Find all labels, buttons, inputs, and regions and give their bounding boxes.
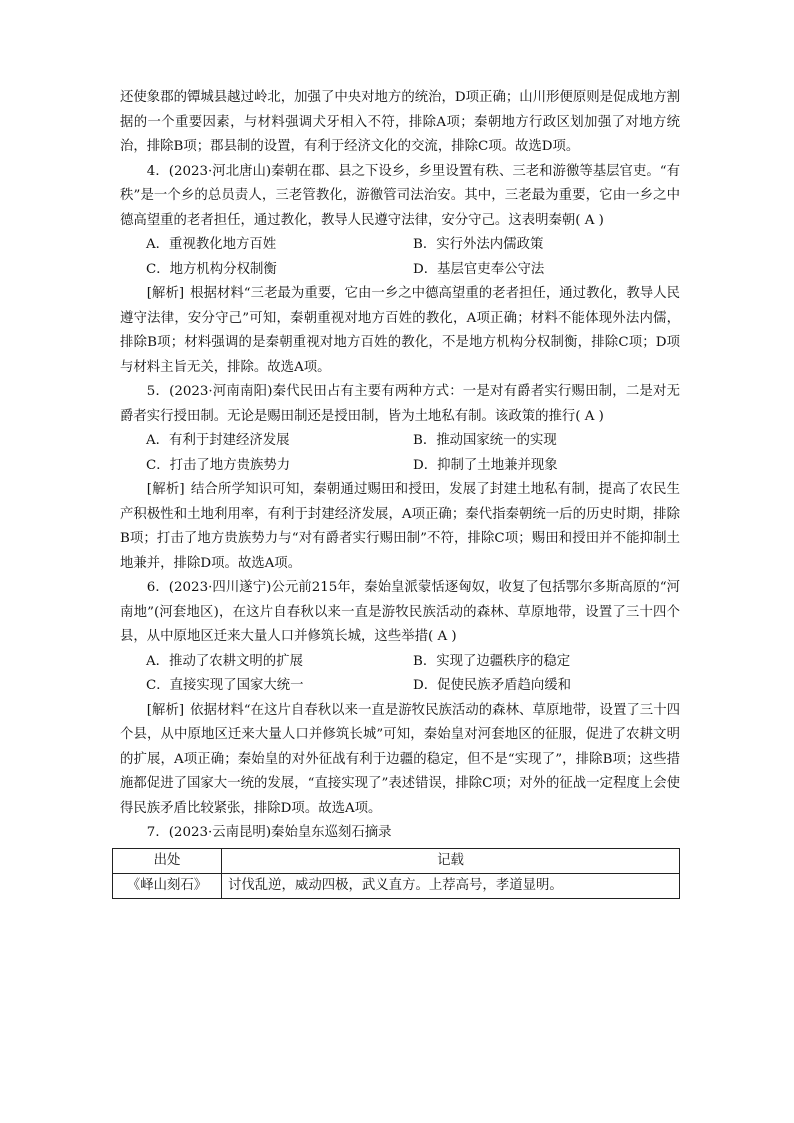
analysis-label: [解析]: [146, 286, 185, 301]
option-list: [120, 233, 680, 282]
analysis-paragraph: [120, 282, 680, 380]
option-list: [120, 650, 680, 699]
column-header-source: 出处: [113, 848, 222, 873]
option-c: C．地方机构分权制衡: [146, 261, 277, 277]
analysis-text: 根据材料“三老最为重要，它由一乡之中德高望重的老者担任，通过教化，教导人民遵守法律，安分守己”可知，秦朝重视对地方百姓的教化，A项正确；材料不能体现外法内儒，排除B项；材料强调的是秦朝重视对地方百姓的教化，不是地方机构分权制衡，排除C项；D项与材料主旨无关，排除。故选A项。: [120, 286, 680, 375]
question-stem: 6．(2023·四川遂宁)公元前215年，秦始皇派蒙恬逐匈奴，收复了包括鄂尔多斯高原的“河南地”(河套地区)，在这片自春秋以来一直是游牧民族活动的森林、草原地带，设置了三十四个县，从中原地区迁来大量人口并修筑长城，这些举措( A ): [120, 580, 680, 644]
option-d: D．抑制了土地兼并现象: [413, 457, 558, 473]
analysis-label: [解析]: [146, 702, 185, 718]
question-stem: 4．(2023·河北唐山)秦朝在郡、县之下设乡，乡里设置有秩、三老和游徼等基层官吏。“有秩”是一个乡的总员责人，三老管教化，游徼管司法治安。其中，三老最为重要，它由一乡之中德高望重的老者担任，通过教化，教导人民遵守法律，安分守己。这表明秦朝( A ): [120, 163, 680, 228]
intro-paragraph: 还使象郡的镡城县越过岭北，加强了中央对地方的统治，D项正确；山川形便原则是促成地方割据的一个重要因素，与材料强调犬牙相入不符，排除A项；秦朝地方行政区划加强了对地方统治，排除B项；郡县制的设置，有利于经济文化的交流，排除C项。故选D项。: [120, 90, 680, 154]
question-7: [120, 821, 680, 899]
option-c: C．直接实现了国家大统一: [146, 678, 304, 693]
option-c: C．打击了地方贵族势力: [146, 457, 291, 473]
cell-source: 《峄山刻石》: [113, 873, 222, 898]
option-d: D．基层官吏奉公守法: [413, 261, 545, 277]
inscription-table: [112, 848, 680, 899]
table-header-row: [113, 848, 680, 873]
question-5: [120, 380, 680, 576]
column-header-record: 记载: [222, 848, 680, 873]
cell-record: 讨伐乱逆，威动四极，武义直方。上荐高号，孝道显明。: [222, 873, 680, 898]
option-a: A．重视教化地方百姓: [146, 237, 277, 252]
option-a: A．推动了农耕文明的扩展: [146, 653, 303, 669]
question-stem: 7．(2023·云南昆明)秦始皇东巡刻石摘录: [146, 825, 392, 840]
analysis-text: 依据材料“在这片自春秋以来一直是游牧民族活动的森林、草原地带，设置了三十四个县，从中原地区迁来大量人口并修筑长城”可知，秦始皇对河套地区的征服，促进了农耕文明的扩展，A项正确；秦始皇的对外征战有利于边疆的稳定，但不是“实现了”，排除B项；这些措施都促进了国家大一统的发展，“直接实现了”表述错误，排除C项；对外的征战一定程度上会使得民族矛盾比较紧张，排除D项。故选A项。: [120, 702, 680, 816]
document-page: [120, 86, 680, 899]
option-b: B．推动国家统一的实现: [413, 433, 557, 448]
question-6: [120, 576, 680, 821]
option-list: [120, 429, 680, 478]
analysis-text: 结合所学知识可知，秦朝通过赐田和授田，发展了封建土地私有制，提高了农民生产积极性和土地利用率，有利于封建经济发展，A项正确；秦代指秦朝统一后的历史时期，排除B项；打击了地方贵族势力与“对有爵者实行赐田制”不符，排除C项；赐田和授田并不能抑制土地兼并，排除D项。故选A项。: [120, 482, 680, 571]
analysis-paragraph: [120, 478, 680, 576]
option-b: B．实现了边疆秩序的稳定: [413, 653, 571, 669]
option-a: A．有利于封建经济发展: [146, 433, 290, 448]
table-row: [113, 873, 680, 898]
option-b: B．实行外法内儒政策: [413, 237, 544, 252]
analysis-paragraph: [120, 699, 680, 822]
question-4: [120, 160, 680, 381]
question-stem: 5．(2023·河南南阳)秦代民田占有主要有两种方式：一是对有爵者实行赐田制，二是对无爵者实行授田制。无论是赐田制还是授田制，皆为土地私有制。该政策的推行( A ): [120, 384, 680, 424]
analysis-label: [解析]: [146, 482, 185, 497]
option-d: D．促使民族矛盾趋向缓和: [413, 678, 572, 693]
